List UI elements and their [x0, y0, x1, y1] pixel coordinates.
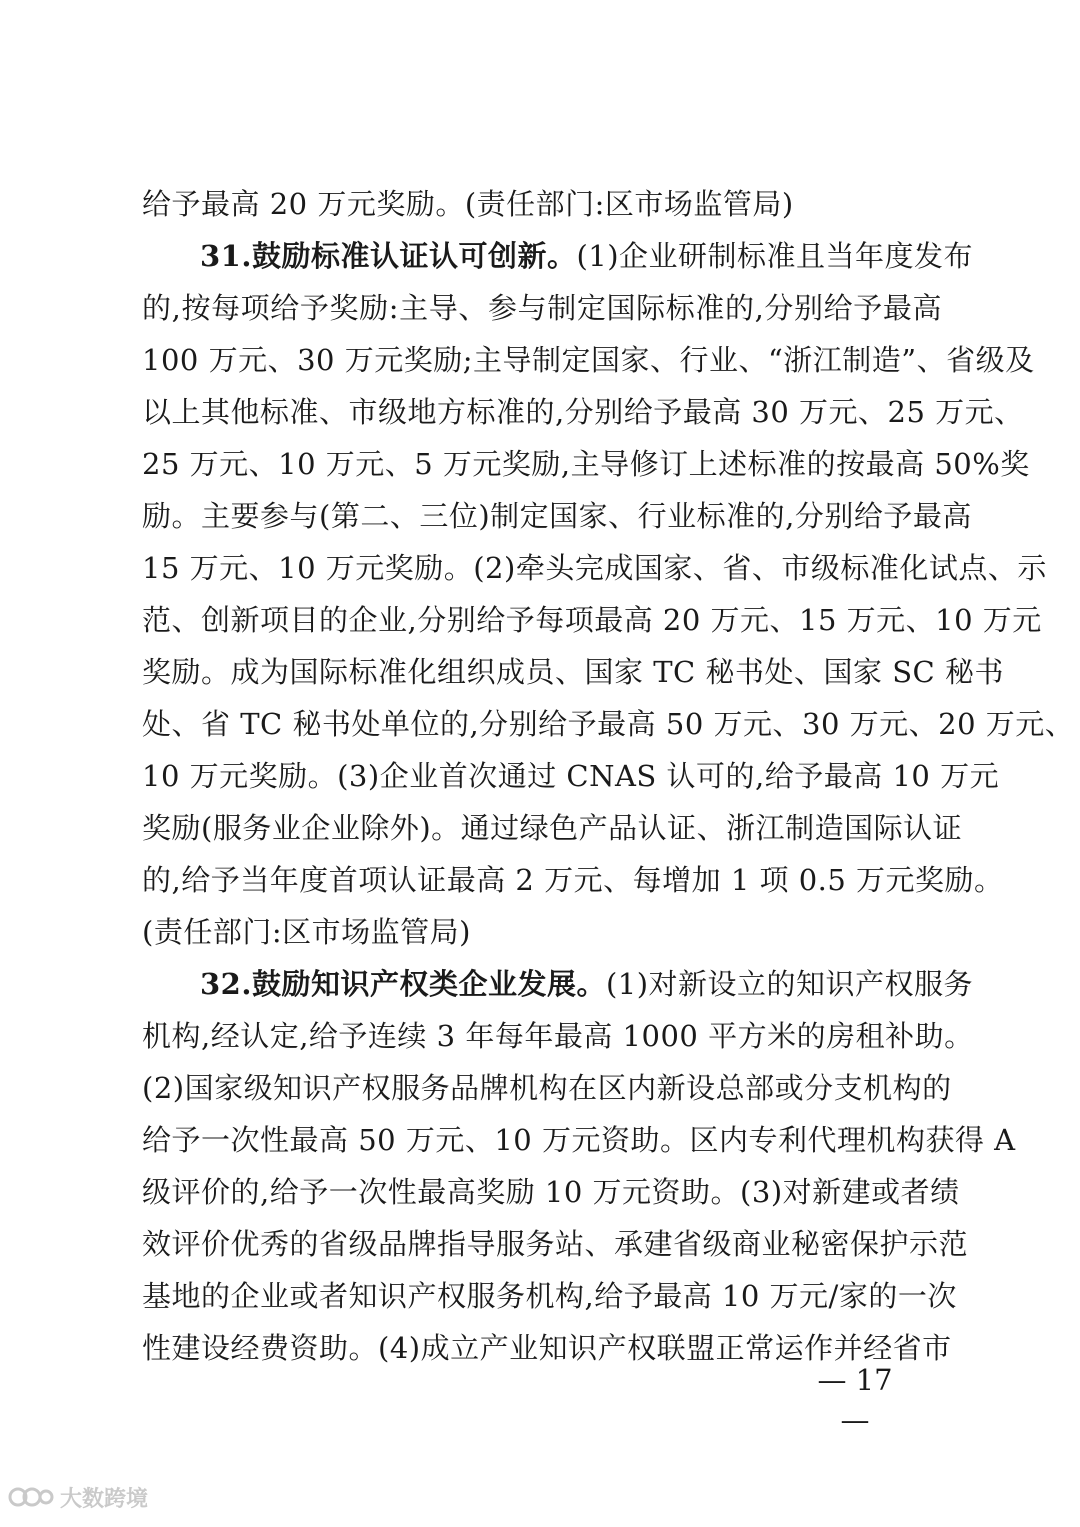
section-heading-line [142, 958, 974, 1010]
document-body [142, 178, 1075, 1374]
page-number: — 17 — [817, 1363, 893, 1437]
body-line [142, 906, 942, 958]
line-text: 100 万元、30 万元奖励;主导制定国家、行业、“浙江制造”、省级及 [142, 343, 1035, 377]
line-text: 基地的企业或者知识产权服务机构,给予最高 10 万元/家的一次 [142, 1279, 957, 1313]
body-line [142, 178, 942, 230]
line-text: 奖励。成为国际标准化组织成员、国家 TC 秘书处、国家 SC 秘书 [142, 655, 1004, 689]
logo-icon [8, 1482, 54, 1512]
line-text: 15 万元、10 万元奖励。(2)牵头完成国家、省、市级标准化试点、示 [142, 551, 1047, 585]
line-text: 25 万元、10 万元、5 万元奖励,主导修订上述标准的按最高 50%奖 [142, 447, 1030, 481]
line-text: 性建设经费资助。(4)成立产业知识产权联盟正常运作并经省市 [142, 1331, 952, 1365]
line-text: 级评价的,给予一次性最高奖励 10 万元资助。(3)对新建或者绩 [142, 1175, 960, 1209]
line-text: 给予最高 20 万元奖励。(责任部门:区市场监管局) [142, 187, 794, 221]
body-line [142, 802, 963, 854]
body-line [142, 750, 1000, 802]
body-line [142, 490, 972, 542]
watermark [8, 1480, 148, 1514]
body-line [142, 438, 1030, 490]
line-text: 机构,经认定,给予连续 3 年每年最高 1000 平方米的房租补助。 [142, 1019, 974, 1053]
body-line [142, 1062, 952, 1114]
body-line [142, 1114, 1016, 1166]
body-line [142, 646, 1004, 698]
section-heading-line [142, 230, 974, 282]
line-text: (责任部门:区市场监管局) [142, 915, 471, 949]
section-heading: 32.鼓励知识产权类企业发展。 [200, 967, 606, 1001]
body-line [142, 386, 1024, 438]
body-line [142, 594, 1042, 646]
watermark-text: 大数跨境 [60, 1486, 149, 1512]
line-text: (1)对新设立的知识产权服务 [605, 967, 974, 1001]
section-heading: 31.鼓励标准认证认可创新。 [200, 239, 577, 273]
line-text: 励。主要参与(第二、三位)制定国家、行业标准的,分别给予最高 [142, 499, 972, 533]
body-line [142, 698, 1075, 750]
body-line [142, 1218, 969, 1270]
line-text: 的,给予当年度首项认证最高 2 万元、每增加 1 项 0.5 万元奖励。 [142, 863, 1004, 897]
line-text: 处、省 TC 秘书处单位的,分别给予最高 50 万元、30 万元、20 万元、 [142, 707, 1075, 741]
line-text: 范、创新项目的企业,分别给予每项最高 20 万元、15 万元、10 万元 [142, 603, 1042, 637]
body-line [142, 854, 1004, 906]
line-text: 效评价优秀的省级品牌指导服务站、承建省级商业秘密保护示范 [142, 1227, 969, 1261]
line-text: (1)企业研制标准且当年度发布 [576, 239, 974, 273]
body-line [142, 1166, 960, 1218]
line-text: 以上其他标准、市级地方标准的,分别给予最高 30 万元、25 万元、 [142, 395, 1024, 429]
body-line [142, 334, 1035, 386]
line-text: 的,按每项给予奖励:主导、参与制定国际标准的,分别给予最高 [142, 291, 942, 325]
body-line [142, 1270, 957, 1322]
body-line [142, 282, 942, 334]
body-line [142, 1010, 974, 1062]
line-text: 给予一次性最高 50 万元、10 万元资助。区内专利代理机构获得 A [142, 1123, 1016, 1157]
line-text: 10 万元奖励。(3)企业首次通过 CNAS 认可的,给予最高 10 万元 [142, 759, 1000, 793]
body-line [142, 542, 1047, 594]
line-text: (2)国家级知识产权服务品牌机构在区内新设总部或分支机构的 [142, 1071, 952, 1105]
line-text: 奖励(服务业企业除外)。通过绿色产品认证、浙江制造国际认证 [142, 811, 963, 845]
